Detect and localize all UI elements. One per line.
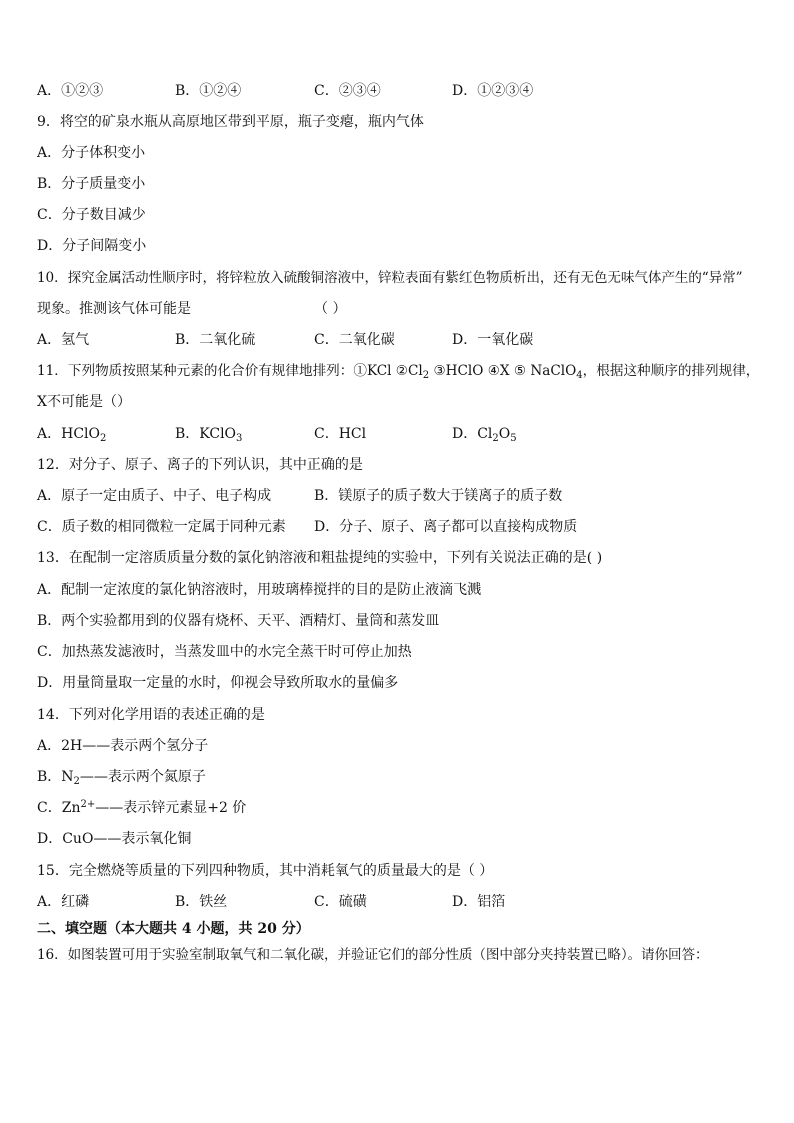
q8-option-c: C．②③④ xyxy=(314,83,381,99)
q11-options xyxy=(37,424,777,444)
q14-option-d: D．CuO——表示氧化铜 xyxy=(37,831,192,847)
q14-option-b-pre: B．N xyxy=(37,769,74,785)
q15-option-a: A．红磷 xyxy=(37,894,90,910)
q9-option-c: C．分子数目减少 xyxy=(37,207,146,223)
q12-options-row1 xyxy=(37,486,777,506)
q11-stem-sub2: 4 xyxy=(576,370,583,381)
q13-option-d: D．用量筒量取一定量的水时，仰视会导致所取水的量偏多 xyxy=(37,675,399,691)
q15-option-d: D．铝箔 xyxy=(452,894,506,910)
q14-option-c-sup: 2+ xyxy=(80,799,96,810)
q12-stem: 12．对分子、原子、离子的下列认识，其中正确的是 xyxy=(37,457,363,473)
q13-option-a: A．配制一定浓度的氯化钠溶液时，用玻璃棒搅拌的目的是防止液滴飞溅 xyxy=(37,582,482,598)
q16-stem: 16．如图装置可用于实验室制取氧气和二氧化碳，并验证它们的部分性质（图中部分夹持装置已略）。请你回答： xyxy=(37,947,709,963)
q15-options xyxy=(37,892,777,912)
q14-option-c xyxy=(37,798,764,818)
q12-option-b: B．镁原子的质子数大于镁离子的质子数 xyxy=(314,488,563,504)
q11-stem-sub1: 2 xyxy=(422,370,430,381)
q15-option-c: C．硫磺 xyxy=(314,894,367,910)
q11-stem-mid: ③HClO ④X ⑤ NaClO xyxy=(429,363,577,379)
q14-stem: 14．下列对化学用语的表述正确的是 xyxy=(37,707,265,723)
q8-option-a: A．①②③ xyxy=(37,83,104,99)
q11-option-c: C．HCl xyxy=(314,426,367,442)
q10-answer-blank: （ ） xyxy=(314,301,347,317)
q11-option-d-sub1: 2 xyxy=(492,433,499,444)
q11-stem-suffix: ，根据这种顺序的排列规律， xyxy=(582,363,760,379)
q10-stem-line2 xyxy=(37,299,764,319)
q11-option-a xyxy=(37,424,106,444)
q10-options xyxy=(37,330,777,350)
q9-option-b: B．分子质量变小 xyxy=(37,176,146,192)
q12-option-d: D．分子、原子、离子都可以直接构成物质 xyxy=(314,519,578,535)
q15-option-b: B．铁丝 xyxy=(175,894,228,910)
q12-option-a: A．原子一定由质子、中子、电子构成 xyxy=(37,488,272,504)
q14-option-b-post: ——表示两个氮原子 xyxy=(79,769,206,785)
q11-option-d xyxy=(452,424,517,444)
q14-option-a: A．2H——表示两个氢分子 xyxy=(37,738,209,754)
q8-option-d: D．①②③④ xyxy=(452,83,534,99)
q10-option-d: D．一氧化碳 xyxy=(452,332,534,348)
q14-option-b xyxy=(37,767,764,787)
q8-options xyxy=(37,81,777,101)
q14-option-c-post: ——表示锌元素显+2 价 xyxy=(95,800,247,816)
q11-stem-line1 xyxy=(37,361,764,381)
q9-stem: 9．将空的矿泉水瓶从高原地区带到平原，瓶子变瘪，瓶内气体 xyxy=(37,114,424,130)
section-2-title: 二、填空题（本大题共 4 小题，共 20 分） xyxy=(37,921,310,937)
q9-option-a: A．分子体积变小 xyxy=(37,145,146,161)
q9-option-d: D．分子间隔变小 xyxy=(37,238,147,254)
q11-option-b xyxy=(175,424,242,444)
q11-option-a-sub: 2 xyxy=(100,433,107,444)
q12-option-c: C．质子数的相同微粒一定属于同种元素 xyxy=(37,519,286,535)
q10-option-c: C．二氧化碳 xyxy=(314,332,395,348)
q11-stem-prefix: 11．下列物质按照某种元素的化合价有规律地排列：①KCl ②Cl xyxy=(37,363,423,379)
q14-option-c-pre: C．Zn xyxy=(37,800,81,816)
q11-stem-line2: X不可能是（） xyxy=(37,394,131,410)
q11-option-b-sub: 3 xyxy=(236,433,243,444)
q11-option-a-text: A．HClO xyxy=(37,426,100,442)
q10-stem-text: 现象。推测该气体可能是 xyxy=(37,301,191,317)
q11-option-d-sub2: 5 xyxy=(510,433,517,444)
q10-option-a: A．氢气 xyxy=(37,332,90,348)
q11-option-d-mid: O xyxy=(498,426,511,442)
q10-option-b: B．二氧化硫 xyxy=(175,332,256,348)
q14-option-b-sub: 2 xyxy=(73,776,80,787)
q13-option-b: B．两个实验都用到的仪器有烧杯、天平、酒精灯、量筒和蒸发皿 xyxy=(37,613,440,629)
q11-option-d-text: D．Cl xyxy=(452,426,493,442)
q13-stem: 13．在配制一定溶质质量分数的氯化钠溶液和粗盐提纯的实验中，下列有关说法正确的是( ) xyxy=(37,550,603,566)
q12-options-row2 xyxy=(37,517,777,537)
q8-option-b: B．①②④ xyxy=(175,83,242,99)
q13-option-c: C．加热蒸发滤液时，当蒸发皿中的水完全蒸干时可停止加热 xyxy=(37,644,412,660)
q10-stem-line1: 10．探究金属活动性顺序时，将锌粒放入硫酸铜溶液中，锌粒表面有紫红色物质析出，还有无色无味气体产生的“异常” xyxy=(37,270,743,286)
q11-option-b-text: B．KClO xyxy=(175,426,237,442)
q15-stem: 15．完全燃烧等质量的下列四种物质，其中消耗氧气的质量最大的是（ ） xyxy=(37,863,494,879)
